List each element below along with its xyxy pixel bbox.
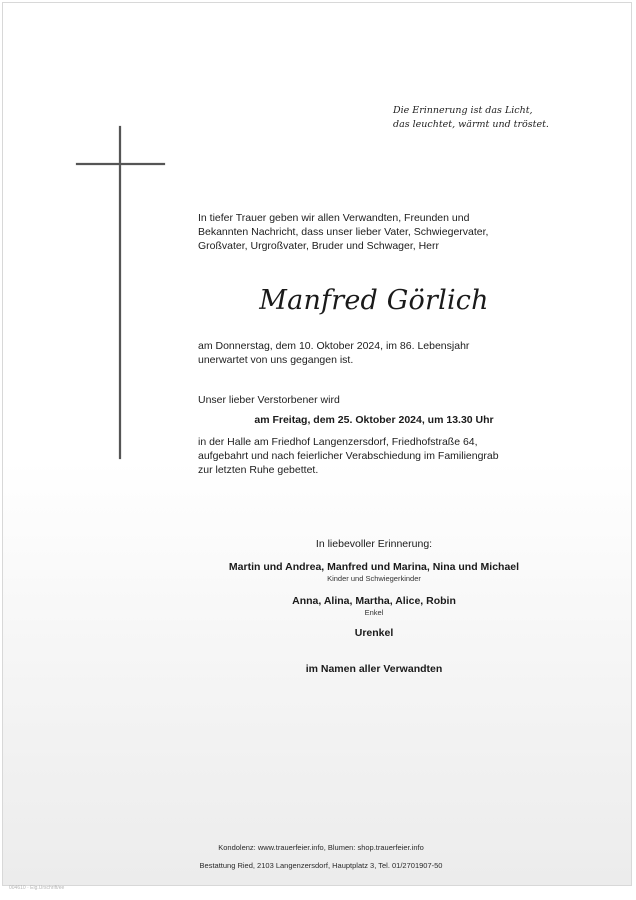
funeral-date: am Freitag, dem 25. Oktober 2024, um 13.30 Uhr bbox=[254, 414, 494, 426]
mourner-group-grandchildren: Anna, Alina, Martha, Alice, Robin bbox=[292, 595, 456, 607]
cross-icon-horizontal-bar bbox=[76, 163, 165, 165]
motto-line-1: Die Erinnerung ist das Licht, bbox=[393, 105, 533, 116]
burial-paragraph bbox=[198, 435, 550, 477]
mourner-relation-children: Kinder und Schwiegerkinder bbox=[327, 574, 421, 583]
footer-undertaker: Bestattung Ried, 2103 Langenzersdorf, Hauptplatz 3, Tel. 01/2701907-50 bbox=[199, 861, 443, 870]
death-line-1: am Donnerstag, dem 10. Oktober 2024, im 86. Lebensjahr bbox=[198, 340, 470, 352]
burial-line-2: aufgebahrt und nach feierlicher Verabschiedung im Familiengrab bbox=[198, 450, 499, 462]
footer-condolences: Kondolenz: www.trauerfeier.info, Blumen: shop.trauerfeier.info bbox=[218, 843, 424, 852]
intro-paragraph bbox=[198, 211, 550, 253]
cross-icon-vertical-bar bbox=[119, 126, 121, 459]
motto-quote bbox=[393, 104, 593, 132]
mourner-relation-grandchildren: Enkel bbox=[364, 608, 384, 617]
intro-line-1: In tiefer Trauer geben wir allen Verwandten, Freunden und bbox=[198, 212, 470, 224]
intro-line-3: Großvater, Urgroßvater, Bruder und Schwager, Herr bbox=[198, 240, 440, 252]
motto-line-2: das leuchtet, wärmt und tröstet. bbox=[393, 119, 549, 130]
funeral-lead: Unser lieber Verstorbener wird bbox=[198, 394, 340, 406]
print-code: 004610 · Elg.Urschrift/ee bbox=[9, 885, 65, 891]
mourner-group-great-grandchildren: Urenkel bbox=[354, 627, 394, 639]
mourner-group-relatives: im Namen aller Verwandten bbox=[305, 663, 443, 675]
deceased-name: Manfred Görlich bbox=[259, 285, 489, 316]
burial-line-3: zur letzten Ruhe gebettet. bbox=[198, 464, 319, 476]
burial-line-1: in der Halle am Friedhof Langenzersdorf, Friedhofstraße 64, bbox=[198, 436, 478, 448]
intro-line-2: Bekannten Nachricht, dass unser lieber Vater, Schwiegervater, bbox=[198, 226, 489, 238]
mourner-group-children: Martin und Andrea, Manfred und Marina, Nina und Michael bbox=[228, 561, 520, 573]
obituary-sheet bbox=[2, 2, 632, 891]
death-line-2: unerwartet von uns gegangen ist. bbox=[198, 354, 354, 366]
mourners-heading: In liebevoller Erinnerung: bbox=[315, 538, 433, 550]
death-paragraph bbox=[198, 339, 550, 367]
